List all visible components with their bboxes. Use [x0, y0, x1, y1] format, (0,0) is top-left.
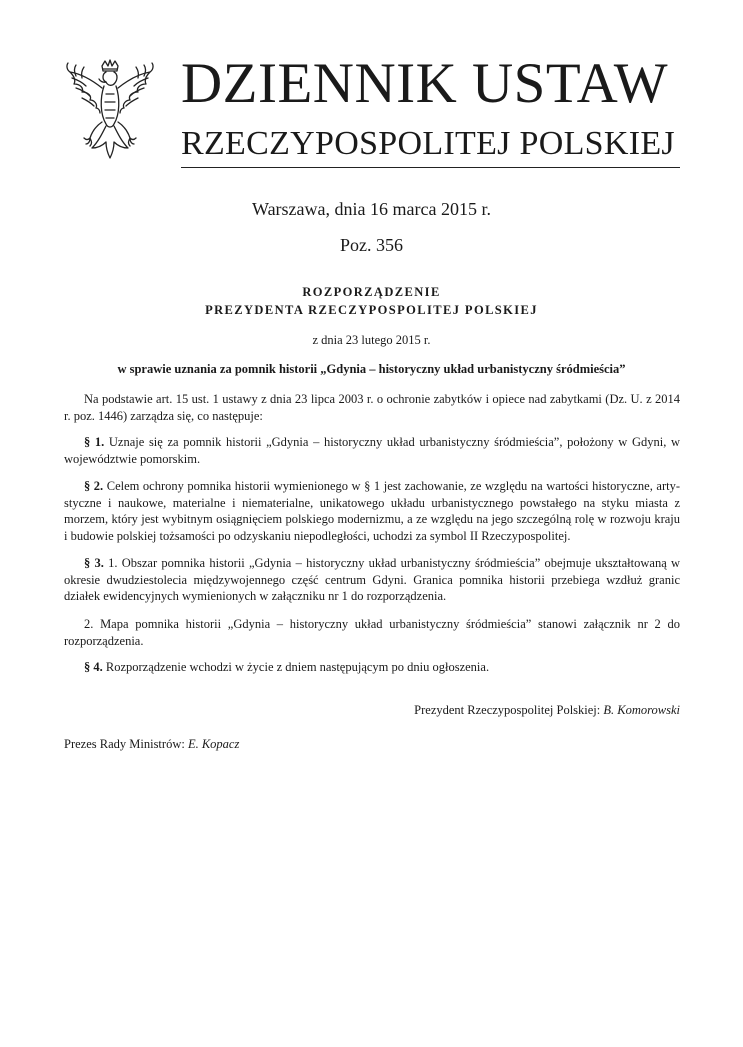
- prime-minister-name: E. Kopacz: [187, 737, 240, 751]
- dateline: Warszawa, dnia 16 marca 2015 r.: [252, 199, 491, 219]
- section-3-mark: § 3.: [84, 556, 104, 570]
- act-issuer: PREZYDENTA RZECZYPOSPOLITEJ POLSKIEJ: [205, 303, 538, 317]
- president-signature: [64, 703, 680, 718]
- prime-minister-role: Prezes Rady Ministrów:: [64, 737, 188, 751]
- section-1-mark: § 1.: [84, 435, 105, 449]
- masthead-rule: [181, 167, 680, 168]
- section-3-text: 1. Obszar pomnika historii „Gdynia – historyczny układ urbanistyczny śródmieścia” obejmuje ukształtowaną w okresie dwudziestolecia międzywojennego część centrum Gdyni. Granica pomnika historii przebiega wzdłuż granic działek ewidencyjnych wymienionych w załączniku nr 1 do rozporządzenia.: [64, 556, 681, 603]
- president-role: Prezydent Rzeczypospolitej Polskiej:: [414, 703, 604, 717]
- section-3-paragraph: [64, 555, 680, 605]
- act-date: z dnia 23 lutego 2015 r.: [312, 333, 431, 347]
- section-2-mark: § 2.: [84, 479, 104, 493]
- act-type: ROZPORZĄDZENIE: [302, 285, 441, 299]
- section-2-paragraph: [64, 478, 680, 544]
- section-4-mark: § 4.: [84, 660, 103, 674]
- polish-eagle-emblem-icon: [62, 58, 158, 168]
- prime-minister-signature: [64, 737, 680, 752]
- legal-basis-paragraph: Na podstawie art. 15 ust. 1 ustawy z dnia 23 lipca 2003 r. o ochronie zabytków i opiece nad zabytkami (Dz. U. z 2014 r. poz. 1446) zarządza się, co następuje:: [64, 392, 680, 423]
- masthead-subtitle: RZECZYPOSPOLITEJ POLSKIEJ: [181, 125, 675, 162]
- section-3-point-2-paragraph: 2. Mapa pomnika historii „Gdynia – historyczny układ urbanistyczny śródmieścia” stanowi załącznik nr 2 do rozporządzenia.: [64, 617, 680, 648]
- act-subject: w sprawie uznania za pomnik historii „Gdynia – historyczny układ urbanistyczny śródmieścia”: [117, 362, 626, 376]
- section-1-paragraph: [64, 434, 680, 467]
- section-4-paragraph: [64, 659, 680, 676]
- position-number: Poz. 356: [340, 235, 403, 255]
- masthead-title: DZIENNIK USTAW: [181, 52, 669, 115]
- section-1-text: Uznaje się za pomnik historii „Gdynia – historyczny układ urbanistyczny śródmieścia”, położony w Gdyni, w województwie pomorskim.: [64, 435, 680, 466]
- section-2-text: Celem ochrony pomnika historii wymienionego w § 1 jest zachowanie, ze względu na wartości historyczne, artystyczne i naukowe, materialne i niematerialne, unikatowego układu urbanistycznego powstałego na styku miasta z morzem, który jest wybitnym osiągnięciem polskiego modernizmu, a ze względu na jego szczególną rolę w rozwoju kraju i budowie polskiej tożsamości po odzyskaniu niepodległości, uchodzi za symbol II Rzeczypospolitej.: [64, 479, 681, 543]
- president-name: B. Komorowski: [603, 703, 680, 717]
- section-4-text: Rozporządzenie wchodzi w życie z dniem następującym po dniu ogłoszenia.: [102, 660, 490, 674]
